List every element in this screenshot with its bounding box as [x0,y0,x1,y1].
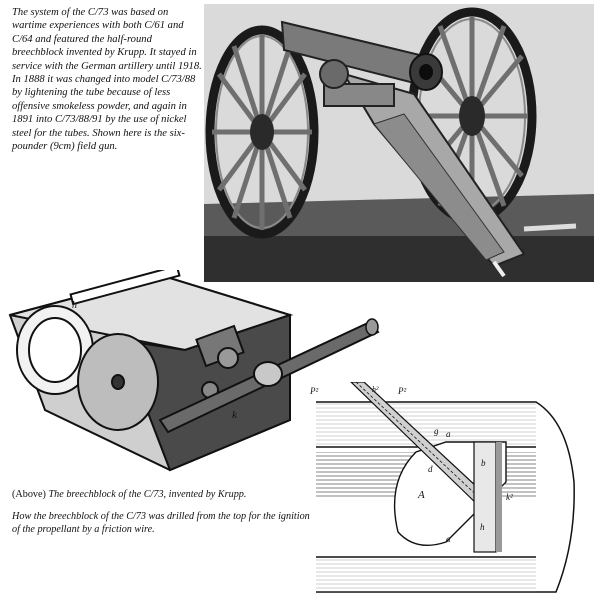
label-p2-left: P² [310,386,319,396]
breech-cross-section-diagram [306,382,598,596]
label-d: d [428,464,433,474]
caption-breechblock-prefix: (Above) [12,489,49,500]
label-g: g [434,426,439,436]
left-wheel [210,30,314,234]
caption-breechblock-text: The breechblock of the C/73, invented by Krupp. [48,489,247,500]
caption-drilled: How the breechblock of the C/73 was drilled from the top for the ignition of the propellant by a friction wire. [12,511,310,535]
label-p2-right: P² [398,386,407,396]
caption-breechblock-block [12,488,312,545]
breech-label-k: k [232,409,237,421]
label-b: b [481,458,486,468]
label-a-top: a [446,429,451,439]
caption-breechblock [12,488,312,501]
label-a-bottom: a [446,534,451,544]
breech-label-h: h [72,300,77,311]
label-A: A [418,489,425,501]
label-k2: k² [506,492,513,502]
label-h2: h² [372,385,379,394]
caption-gun-description: The system of the C/73 was based on wartime experiences with both C/61 and C/64 and featured the half-round breechblock invented by Krupp. It stayed in service with the German artillery until 1918. In 1888 it was changed into model C/73/88 by lightening the tube because of less offensive smokeless powder, and again in 1891 into C/73/88/91 by the use of nickel steel for the tubes. Shown here is the six-pounder (9cm) field gun. [12,7,202,153]
field-gun-photo [204,4,594,282]
label-h-bottom: h [480,522,485,532]
